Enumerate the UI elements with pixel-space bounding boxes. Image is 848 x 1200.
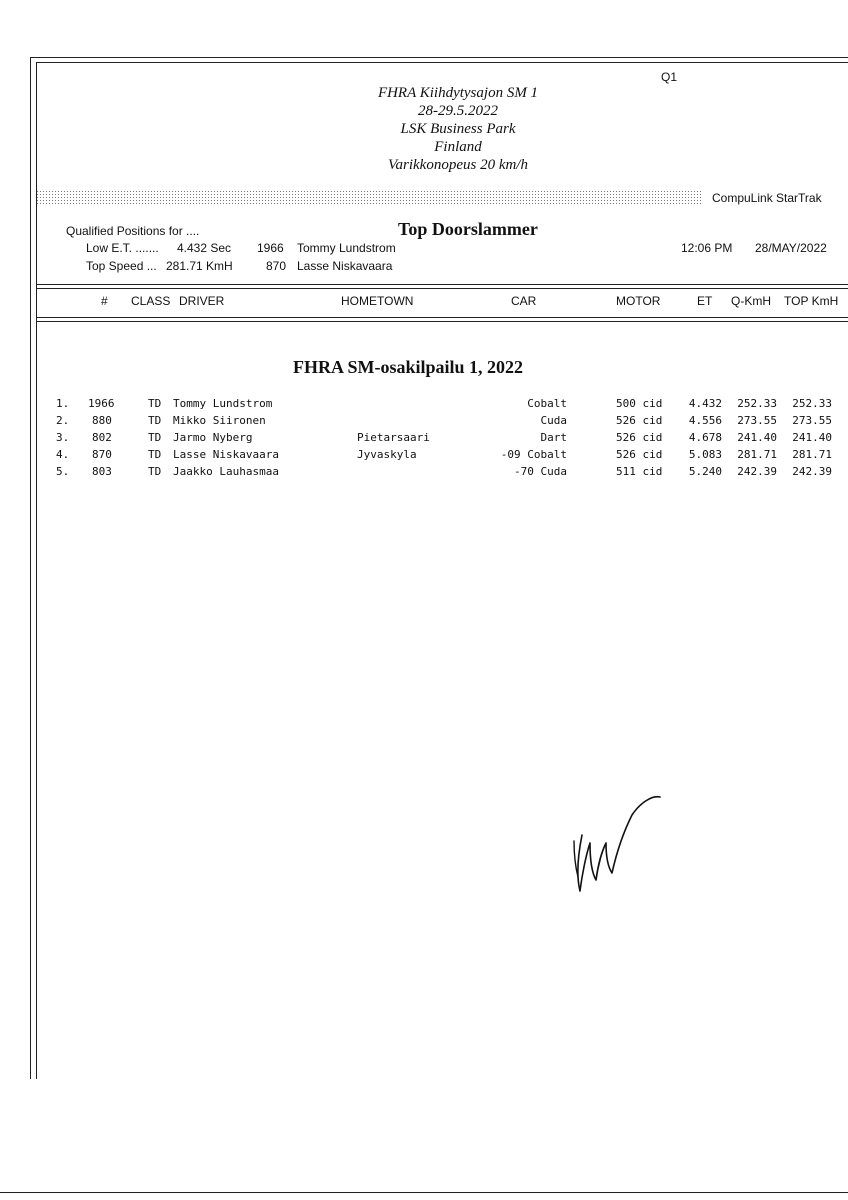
row-class: TD (148, 397, 162, 410)
row-pos: 2. (56, 414, 70, 427)
row-driver: Lasse Niskavaara (173, 448, 279, 461)
row-class: TD (148, 448, 162, 461)
row-pos: 4. (56, 448, 70, 461)
row-class: TD (148, 431, 162, 444)
top-speed-label: Top Speed ... (86, 259, 157, 273)
row-hometown: Jyvaskyla (357, 448, 417, 461)
pit-speed: Varikkonopeus 20 km/h (388, 157, 528, 173)
page-bottom-line (0, 1192, 848, 1193)
low-et-driver: Tommy Lundstrom (297, 241, 396, 255)
row-et: 5.240 (688, 465, 722, 478)
row-pos: 5. (56, 465, 70, 478)
top-speed-number: 870 (266, 259, 287, 273)
competition-title: FHRA SM-osakilpailu 1, 2022 (293, 357, 524, 377)
row-pos: 3. (56, 431, 70, 444)
table-row (0, 397, 848, 414)
col-et: ET (697, 294, 713, 308)
table-row (0, 465, 848, 482)
row-car: -09 Cobalt (500, 448, 567, 461)
row-qkmh: 242.39 (737, 465, 777, 478)
low-et-label: Low E.T. ....... (86, 241, 159, 255)
row-number: 1966 (88, 397, 115, 410)
low-et-number: 1966 (257, 241, 284, 255)
software-label: CompuLink StarTrak (712, 191, 822, 205)
signature (560, 785, 670, 905)
col-motor: MOTOR (616, 294, 661, 308)
row-car: -70 Cuda (514, 465, 567, 478)
col-driver: DRIVER (179, 294, 225, 308)
row-car: Dart (540, 431, 567, 444)
row-qkmh: 281.71 (737, 448, 777, 461)
row-driver: Mikko Siironen (173, 414, 266, 427)
header-separator-top-2 (36, 288, 848, 289)
row-et: 4.432 (688, 397, 722, 410)
frame-top-line-inner (36, 62, 848, 63)
class-title: Top Doorslammer (398, 219, 538, 239)
row-driver: Jaakko Lauhasmaa (173, 465, 279, 478)
row-number: 880 (92, 414, 112, 427)
row-class: TD (148, 414, 162, 427)
row-motor: 526 cid (616, 448, 663, 461)
row-class: TD (148, 465, 162, 478)
col-qkmh: Q-KmH (731, 294, 771, 308)
row-driver: Jarmo Nyberg (173, 431, 253, 444)
col-topkmh: TOP KmH (784, 294, 839, 308)
row-driver: Tommy Lundstrom (173, 397, 273, 410)
row-motor: 526 cid (616, 414, 663, 427)
row-topkmh: 252.33 (792, 397, 832, 410)
qualified-label: Qualified Positions for .... (66, 224, 200, 238)
row-topkmh: 242.39 (792, 465, 832, 478)
event-dates: 28-29.5.2022 (418, 103, 498, 119)
row-topkmh: 273.55 (792, 414, 832, 427)
row-number: 802 (92, 431, 112, 444)
column-header-separator (36, 317, 848, 318)
event-country: Finland (434, 139, 482, 155)
col-car: CAR (511, 294, 537, 308)
row-et: 5.083 (688, 448, 722, 461)
row-motor: 500 cid (616, 397, 663, 410)
report-time: 12:06 PM (681, 241, 733, 255)
row-hometown: Pietarsaari (357, 431, 430, 444)
report-date: 28/MAY/2022 (755, 241, 827, 255)
q-label: Q1 (661, 70, 678, 84)
row-topkmh: 281.71 (792, 448, 832, 461)
row-qkmh: 252.33 (737, 397, 777, 410)
column-header-separator-2 (36, 321, 848, 322)
col-class: CLASS (131, 294, 171, 308)
row-car: Cuda (540, 414, 567, 427)
table-row (0, 448, 848, 465)
row-number: 803 (92, 465, 112, 478)
top-speed-value: 281.71 KmH (166, 259, 233, 273)
row-topkmh: 241.40 (792, 431, 832, 444)
header-separator-top (36, 284, 848, 285)
col-number: # (101, 294, 108, 308)
row-pos: 1. (56, 397, 70, 410)
table-row (0, 431, 848, 448)
row-et: 4.678 (688, 431, 722, 444)
dotted-band (36, 190, 702, 204)
frame-left-line-inner (36, 62, 37, 1079)
row-et: 4.556 (688, 414, 722, 427)
col-hometown: HOMETOWN (341, 294, 414, 308)
row-motor: 526 cid (616, 431, 663, 444)
row-motor: 511 cid (616, 465, 663, 478)
low-et-value: 4.432 Sec (177, 241, 232, 255)
row-number: 870 (92, 448, 112, 461)
event-title: FHRA Kiihdytysajon SM 1 (377, 85, 539, 101)
top-speed-driver: Lasse Niskavaara (297, 259, 393, 273)
event-venue: LSK Business Park (400, 121, 516, 137)
frame-left-line (30, 57, 31, 1079)
row-qkmh: 241.40 (737, 431, 777, 444)
row-qkmh: 273.55 (737, 414, 777, 427)
row-car: Cobalt (527, 397, 567, 410)
table-row (0, 414, 848, 431)
frame-top-line (30, 57, 848, 58)
